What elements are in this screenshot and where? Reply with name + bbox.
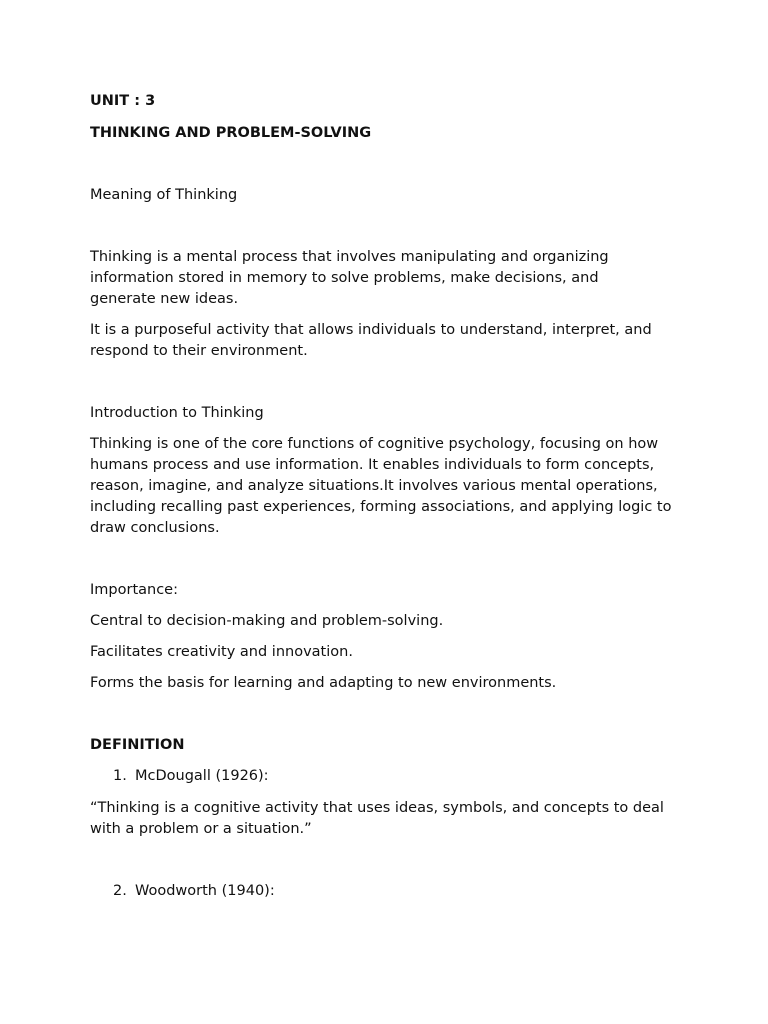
definition-source: McDougall (1926): [135, 768, 269, 784]
definition-list-item [113, 881, 673, 902]
importance-item: Facilitates creativity and innovation. [90, 644, 353, 660]
intro-paragraph: Thinking is one of the core functions of cognitive psychology, focusing on how humans process and use information. It enables individuals to form concepts, reason, imagine, and analyze situations.It involves various mental operations, including recalling past experiences, forming associations, and applying logic to draw conclusions. [90, 436, 672, 536]
definition-list-item [113, 766, 673, 787]
intro-heading: Introduction to Thinking [90, 405, 264, 421]
importance-item: Forms the basis for learning and adapting to new environments. [90, 675, 557, 691]
definition-source: Woodworth (1940): [135, 883, 275, 899]
meaning-paragraph-1: Thinking is a mental process that involves manipulating and organizing information stored in memory to solve problems, make decisions, and generate new ideas. [90, 249, 609, 307]
unit-label: UNIT : 3 [90, 93, 156, 109]
definition-quote: “Thinking is a cognitive activity that uses ideas, symbols, and concepts to deal with a problem or a situation.” [90, 800, 664, 837]
importance-item: Central to decision-making and problem-solving. [90, 613, 444, 629]
definition-heading: DEFINITION [90, 737, 185, 753]
meaning-heading: Meaning of Thinking [90, 187, 238, 203]
importance-heading: Importance: [90, 582, 178, 598]
list-number: 1. [113, 768, 127, 784]
document-title: THINKING AND PROBLEM-SOLVING [90, 125, 372, 141]
list-number: 2. [113, 883, 127, 899]
meaning-paragraph-2: It is a purposeful activity that allows individuals to understand, interpret, and respond to their environment. [90, 322, 652, 359]
